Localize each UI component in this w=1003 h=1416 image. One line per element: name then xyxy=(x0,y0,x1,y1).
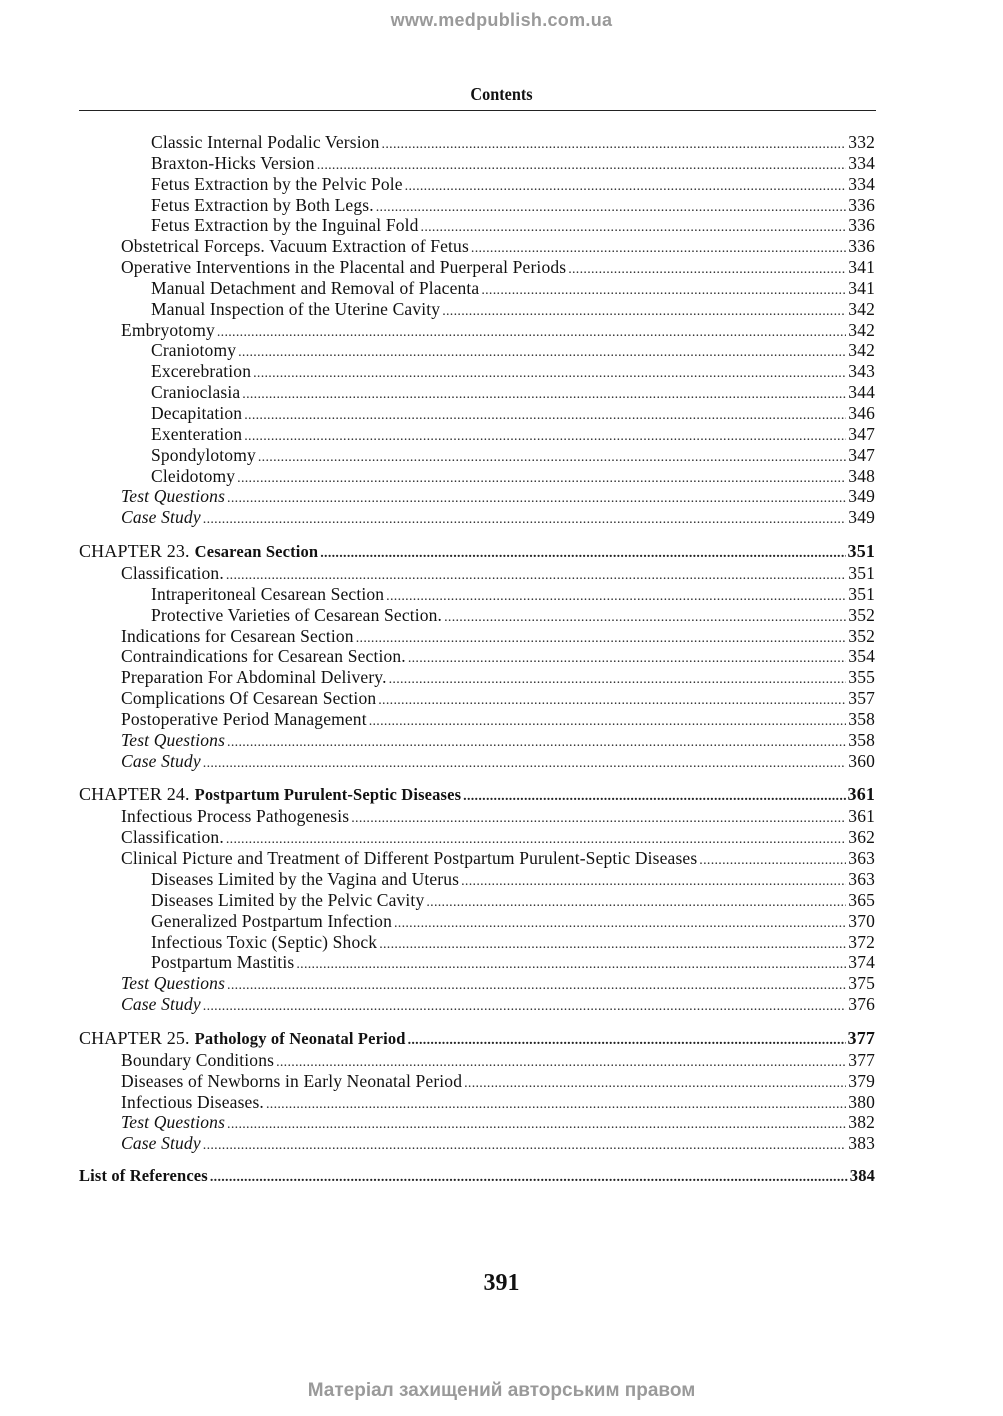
toc-entry-title: Postpartum Mastitis xyxy=(151,952,295,973)
toc-entry-title: Cranioclasia xyxy=(151,382,241,403)
toc-entry[interactable] xyxy=(79,320,875,341)
toc-entry-title: Postoperative Period Management xyxy=(121,708,367,729)
toc-entry[interactable] xyxy=(79,153,875,174)
leader-dots xyxy=(320,540,845,565)
leader-dots xyxy=(203,994,847,1018)
toc-entry-page: 348 xyxy=(848,465,875,486)
toc-entry[interactable] xyxy=(79,1050,875,1071)
toc-entry[interactable] xyxy=(79,236,875,257)
toc-entry-title: Boundary Conditions xyxy=(121,1049,275,1070)
toc-entry[interactable] xyxy=(79,646,875,667)
toc-entry-page: 341 xyxy=(848,257,875,278)
toc-entry[interactable] xyxy=(79,486,875,507)
toc-entry-page: 334 xyxy=(848,152,875,173)
toc-entry[interactable] xyxy=(79,1092,875,1113)
toc-entry-page: 336 xyxy=(848,194,875,215)
toc-entry[interactable] xyxy=(79,215,875,236)
toc-entry[interactable] xyxy=(79,195,875,216)
toc-entry[interactable] xyxy=(79,299,875,320)
toc-entry-page: 341 xyxy=(848,277,875,298)
toc-entry[interactable] xyxy=(79,278,875,299)
toc-chapter-24[interactable] xyxy=(79,783,875,805)
toc-entry-title: Diseases Limited by the Pelvic Cavity xyxy=(151,889,425,910)
toc-entry-title: Intraperitoneal Cesarean Section xyxy=(151,583,385,604)
toc-entry-title: Test Questions xyxy=(121,1112,226,1133)
toc-entry[interactable] xyxy=(79,709,875,730)
toc-entry-title: Fetus Extraction by the Pelvic Pole xyxy=(151,173,403,194)
toc-entry-title: Braxton-Hicks Version xyxy=(151,152,315,173)
toc-entry[interactable] xyxy=(79,445,875,466)
copyright-watermark: Матеріал захищений авторським правом xyxy=(307,1380,696,1401)
toc-entry[interactable] xyxy=(79,952,875,973)
toc-entry-title: Protective Varieties of Cesarean Section. xyxy=(151,604,443,625)
toc-entry-page: 370 xyxy=(848,910,875,931)
toc-entry[interactable] xyxy=(79,667,875,688)
toc-entry[interactable] xyxy=(79,174,875,195)
leader-dots xyxy=(463,783,845,808)
toc-entry[interactable] xyxy=(79,563,875,584)
toc-entry-page: 357 xyxy=(848,688,875,709)
toc-entry-title: Operative Interventions in the Placental and Puerperal Periods xyxy=(121,257,567,278)
toc-entry-title: Test Questions xyxy=(121,486,226,507)
toc-entry-page: 360 xyxy=(848,750,875,771)
chapter-title: Postpartum Purulent-Septic Diseases xyxy=(194,785,462,805)
toc-entry-title: Obstetrical Forceps. Vacuum Extraction of Fetus xyxy=(121,236,469,257)
toc-entry-title: Diseases Limited by the Vagina and Uterus xyxy=(151,869,460,889)
chapter-page: 377 xyxy=(847,1027,875,1048)
toc-entry-page: 383 xyxy=(848,1133,875,1154)
toc-entry-title: Classification. xyxy=(121,827,224,848)
toc-entry-title: Fetus Extraction by Both Legs. xyxy=(151,194,374,215)
toc-entry-title: Preparation For Abdominal Delivery. xyxy=(121,667,387,688)
toc-entry-title: Infectious Process Pathogenesis xyxy=(121,806,350,827)
toc-entry-title: Craniotomy xyxy=(151,340,237,361)
toc-entry-page: 344 xyxy=(848,382,875,403)
toc-chapter-25[interactable] xyxy=(79,1027,875,1049)
toc-entry-page: 351 xyxy=(848,583,875,604)
toc-entry[interactable] xyxy=(79,688,875,709)
toc-entry-page: 376 xyxy=(848,994,875,1015)
toc-entry[interactable] xyxy=(79,869,875,890)
leader-dots xyxy=(203,1133,847,1157)
toc-entry-page: 372 xyxy=(848,931,875,952)
toc-entry[interactable] xyxy=(79,890,875,911)
toc-entry-title: Contraindications for Cesarean Section. xyxy=(121,646,406,667)
running-header-title: Contents xyxy=(470,84,533,104)
toc-entry[interactable] xyxy=(79,994,875,1015)
toc-entry-page: 358 xyxy=(848,708,875,729)
toc-entry-page: 377 xyxy=(848,1049,875,1070)
toc-entry-title: Exenteration xyxy=(151,423,243,444)
toc-entry[interactable] xyxy=(79,605,875,626)
toc-entry[interactable] xyxy=(79,507,875,528)
chapter-number: CHAPTER 24. xyxy=(79,784,190,805)
toc-entry-title: Complications Of Cesarean Section xyxy=(121,688,377,709)
toc-entry[interactable] xyxy=(79,132,875,153)
toc-entry-page: 334 xyxy=(848,173,875,194)
toc-entry-page: 355 xyxy=(848,667,875,688)
toc-entry[interactable] xyxy=(79,584,875,605)
leader-dots xyxy=(210,1166,848,1189)
toc-entry-page: 382 xyxy=(848,1112,875,1133)
toc-entry-page: 351 xyxy=(848,563,875,584)
toc-entry-page: 363 xyxy=(848,869,875,889)
chapter-title: Cesarean Section xyxy=(194,542,319,562)
toc-entry-page: 343 xyxy=(848,361,875,382)
toc-entry-page: 380 xyxy=(848,1091,875,1112)
toc-entry-page: 358 xyxy=(848,729,875,750)
toc-entry-title: Test Questions xyxy=(121,729,226,750)
toc-entry-page: 336 xyxy=(848,236,875,257)
toc-entry-title: Generalized Postpartum Infection xyxy=(151,910,392,931)
toc-entry-title: Case Study xyxy=(121,1133,201,1154)
toc-entry[interactable] xyxy=(79,730,875,751)
toc-entry[interactable] xyxy=(79,403,875,424)
toc-entry-page: 361 xyxy=(848,806,875,827)
leader-dots xyxy=(408,1027,846,1052)
toc-entry-title: Decapitation xyxy=(151,402,243,423)
toc-entry-title: Manual Inspection of the Uterine Cavity xyxy=(151,298,441,319)
toc-entry[interactable] xyxy=(79,848,875,869)
toc-entry-title: Case Study xyxy=(121,994,201,1015)
toc-entry-title: Classic Internal Podalic Version xyxy=(151,132,380,152)
watermark-top: www.medpublish.com.ua xyxy=(390,10,613,30)
toc-entry[interactable] xyxy=(79,361,875,382)
toc-entry-title: Diseases of Newborns in Early Neonatal Period xyxy=(121,1070,463,1091)
toc-entry-title: Indications for Cesarean Section xyxy=(121,625,354,646)
toc-entry-title: Infectious Diseases. xyxy=(121,1091,264,1112)
toc-entry-title: Cleidotomy xyxy=(151,465,236,486)
toc-entry-page: 354 xyxy=(848,646,875,667)
toc-entry[interactable] xyxy=(79,257,875,278)
toc-entry-page: 362 xyxy=(848,827,875,848)
toc-entry-page: 342 xyxy=(848,298,875,319)
toc-entry[interactable] xyxy=(79,751,875,772)
leader-dots xyxy=(203,751,847,775)
toc-entry-page: 352 xyxy=(848,604,875,625)
toc-entry-title: Excerebration xyxy=(151,361,252,382)
toc-entry-page: 375 xyxy=(848,973,875,994)
toc-entry[interactable] xyxy=(79,932,875,953)
table-of-contents xyxy=(79,132,875,1187)
references-page: 384 xyxy=(849,1166,875,1186)
toc-entry-title: Manual Detachment and Removal of Placenta xyxy=(151,277,480,298)
chapter-page: 361 xyxy=(847,784,875,805)
toc-entry-title: Embryotomy xyxy=(121,319,215,340)
toc-entry[interactable] xyxy=(79,1133,875,1154)
toc-entry-page: 352 xyxy=(848,625,875,646)
toc-entry-page: 342 xyxy=(848,319,875,340)
toc-references[interactable] xyxy=(79,1166,875,1187)
toc-entry-title: Infectious Toxic (Septic) Shock xyxy=(151,931,378,952)
toc-entry-title: Clinical Picture and Treatment of Different Postpartum Purulent-Septic Diseases xyxy=(121,848,698,869)
chapter-title: Pathology of Neonatal Period xyxy=(194,1028,406,1048)
toc-entry[interactable] xyxy=(79,973,875,994)
chapter-page: 351 xyxy=(847,541,875,562)
leader-dots xyxy=(203,507,847,531)
toc-entry-title: Test Questions xyxy=(121,973,226,994)
toc-entry-page: 332 xyxy=(848,132,875,152)
toc-entry-title: Spondylotomy xyxy=(151,444,256,465)
toc-entry[interactable] xyxy=(79,827,875,848)
toc-entry[interactable] xyxy=(79,424,875,445)
toc-entry-title: Fetus Extraction by the Inguinal Fold xyxy=(151,215,419,236)
header-rule xyxy=(79,110,876,111)
toc-entry-page: 374 xyxy=(848,952,875,973)
toc-entry-page: 365 xyxy=(848,889,875,910)
page-number: 391 xyxy=(483,1270,520,1296)
toc-entry-page: 363 xyxy=(848,848,875,869)
toc-entry-page: 346 xyxy=(848,402,875,423)
toc-chapter-23[interactable] xyxy=(79,540,875,562)
toc-entry[interactable] xyxy=(79,1071,875,1092)
toc-entry-page: 349 xyxy=(848,486,875,507)
toc-entry[interactable] xyxy=(79,1112,875,1133)
references-title: List of References xyxy=(79,1166,208,1186)
toc-entry-page: 347 xyxy=(848,423,875,444)
chapter-number: CHAPTER 25. xyxy=(79,1027,190,1048)
toc-entry-page: 349 xyxy=(848,507,875,528)
toc-entry-page: 347 xyxy=(848,444,875,465)
chapter-number: CHAPTER 23. xyxy=(79,541,190,562)
toc-entry[interactable] xyxy=(79,466,875,487)
toc-entry[interactable] xyxy=(79,911,875,932)
toc-entry-page: 342 xyxy=(848,340,875,361)
toc-entry-title: Case Study xyxy=(121,750,201,771)
toc-entry-page: 336 xyxy=(848,215,875,236)
toc-entry[interactable] xyxy=(79,806,875,827)
toc-entry[interactable] xyxy=(79,626,875,647)
toc-entry[interactable] xyxy=(79,340,875,361)
toc-entry[interactable] xyxy=(79,382,875,403)
toc-entry-title: Case Study xyxy=(121,507,201,528)
toc-entry-title: Classification. xyxy=(121,563,224,584)
toc-entry-page: 379 xyxy=(848,1070,875,1091)
